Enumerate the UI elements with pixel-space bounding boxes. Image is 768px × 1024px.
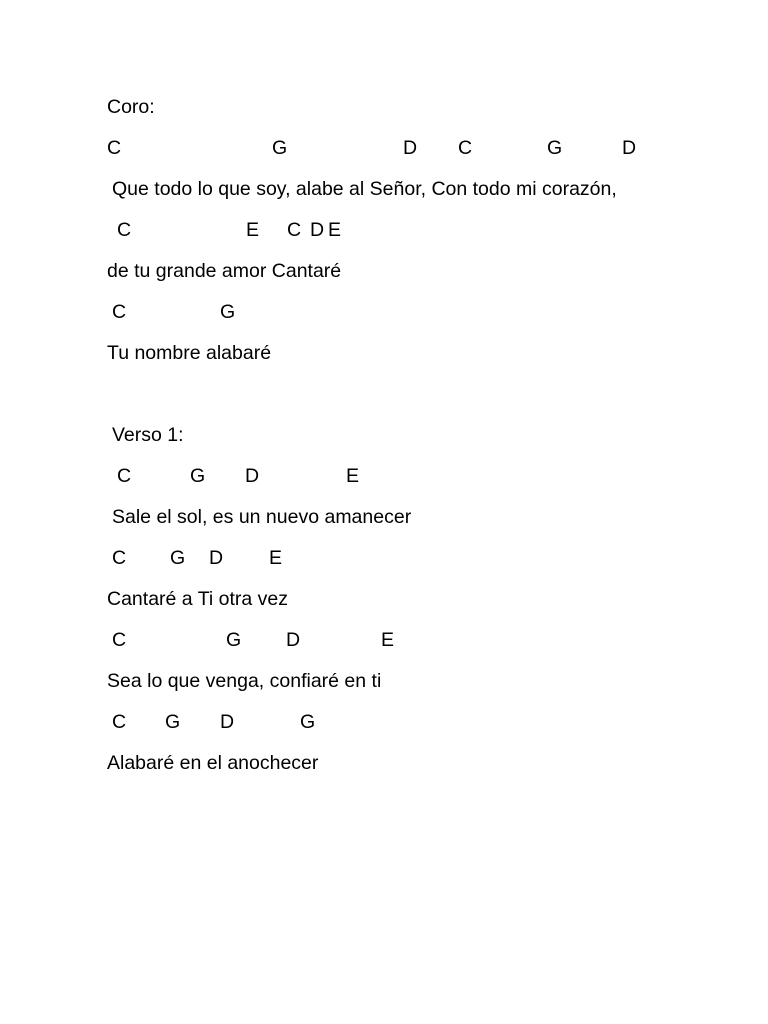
verse1-lyric-1: Sale el sol, es un nuevo amanecer xyxy=(112,506,412,528)
chord: C xyxy=(107,137,122,159)
verse1-chord-row-1 xyxy=(0,464,700,488)
chord: C xyxy=(287,219,302,241)
chord: C xyxy=(112,301,127,323)
chord: E xyxy=(328,219,342,241)
verse1-heading: Verso 1: xyxy=(112,424,184,446)
chord: E xyxy=(246,219,260,241)
chord: G xyxy=(220,301,236,323)
verse1-chord-row-4 xyxy=(0,710,700,734)
chord: D xyxy=(622,137,637,159)
verse1-lyric-2: Cantaré a Ti otra vez xyxy=(107,588,289,610)
chord: D xyxy=(209,547,224,569)
chord: G xyxy=(170,547,186,569)
verse1-lyric-4: Alabaré en el anochecer xyxy=(107,752,319,774)
verse1-lyric-3: Sea lo que venga, confiaré en ti xyxy=(107,670,382,692)
chord: D xyxy=(220,711,235,733)
chorus-chord-row-1 xyxy=(0,136,700,160)
chord: G xyxy=(272,137,288,159)
chord: G xyxy=(300,711,316,733)
chord: C xyxy=(112,629,127,651)
chord: G xyxy=(165,711,181,733)
verse1-chord-row-2 xyxy=(0,546,700,570)
chord: C xyxy=(112,711,127,733)
chord: C xyxy=(117,465,132,487)
chord: C xyxy=(112,547,127,569)
chord: E xyxy=(381,629,395,651)
chorus-chord-row-2 xyxy=(0,218,700,242)
chord: D xyxy=(286,629,301,651)
chord: G xyxy=(547,137,563,159)
chorus-lyric-2: de tu grande amor Cantaré xyxy=(107,260,342,282)
chord: G xyxy=(190,465,206,487)
chorus-chord-row-3 xyxy=(0,300,700,324)
chord: D xyxy=(245,465,260,487)
chorus-lyric-1: Que todo lo que soy, alabe al Señor, Con todo mi corazón, xyxy=(112,178,617,200)
chorus-heading: Coro: xyxy=(107,96,155,118)
chord: D xyxy=(310,219,325,241)
chord: E xyxy=(346,465,360,487)
chord: E xyxy=(269,547,283,569)
chord: C xyxy=(117,219,132,241)
verse1-chord-row-3 xyxy=(0,628,700,652)
chord: D xyxy=(403,137,418,159)
chorus-lyric-3: Tu nombre alabaré xyxy=(107,342,272,364)
chord: G xyxy=(226,629,242,651)
chord: C xyxy=(458,137,473,159)
